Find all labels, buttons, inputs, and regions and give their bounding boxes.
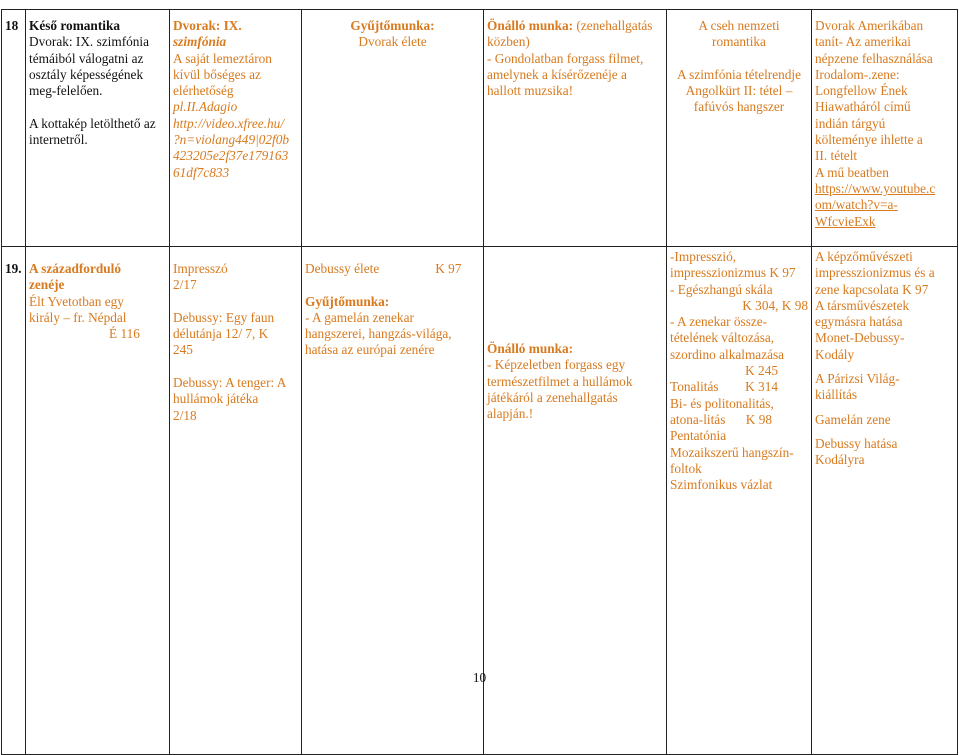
youtube-link[interactable]: om/watch?v=a- [815, 197, 898, 213]
listening-link[interactable]: http://video.xfree.hu/ [173, 115, 285, 131]
listening-link[interactable]: pl.II.Adagio [173, 99, 238, 115]
youtube-link[interactable]: https://www.youtube.c [815, 180, 936, 196]
page-number: 10 [472, 670, 487, 685]
cell-connections: Dvorak Amerikában tanít- Az amerikai népzene felhasználása Irodalom-.zene: Longfellow Ének Hiawatháról című indián tárgyú költeménye ihlette a II. tételt A mű beatben https://www.youtube.c om/watch?v=a- WfcvieExk [812, 10, 958, 247]
cell-theory: -Impresszió, impresszionizmus K 97 - Egészhangú skála K 304, K 98 - A zenekar össze- tételének változása, szordino alkalmazása K 245 Tonalitás K 314 Bi- és politonalitás, atona-litás K 98 Pentatónia Mozaikszerű hangszín- foltok Szimfonikus vázlat [667, 247, 812, 755]
row-number: 19. [2, 247, 26, 755]
topic-title: Késő romantika [29, 18, 120, 33]
cell-collection: Debussy élete K 97 Gyűjtőmunka: - A gamelán zenekar hangszerei, hangzás-világa, hatása az európai zenére [302, 247, 484, 755]
cell-collection: Gyűjtőmunka: Dvorak élete [302, 10, 484, 247]
cell-listening: Dvorak: IX. szimfónia A saját lemeztáron kívül bőséges az elérhetőség pl.II.Adagio http://video.xfree.hu/ ?n=violang449|02f0b 423205e2f37e179163 61df7c833 [170, 10, 302, 247]
cell-task: Önálló munka: (zenehallgatás közben) - Gondolatban forgass filmet, amelynek a kísérőzenéje a hallott muzsika! [484, 10, 667, 247]
table-row [2, 10, 958, 247]
youtube-link[interactable]: WfcvieExk [815, 213, 876, 229]
cell-topic: A századforduló zenéje Élt Yvetotban egy király – fr. Népdal É 116 [26, 247, 170, 755]
cell-theory: A cseh nemzeti romantika A szimfónia tételrendje Angolkürt II: tétel – fafúvós hangszer [667, 10, 812, 247]
curriculum-table [1, 9, 958, 755]
row-number: 18 [2, 10, 26, 247]
cell-listening: Impresszó 2/17 Debussy: Egy faun délutánja 12/ 7, K 245 Debussy: A tenger: A hullámok játéka 2/18 [170, 247, 302, 755]
cell-topic: Késő romantika Dvorak: IX. szimfónia témáiból válogatni az osztály képességének meg-felelően. A kottakép letölthető az internetről. [26, 10, 170, 247]
cell-connections: A képzőművészeti impresszionizmus és a zene kapcsolata K 97 A társművészetek egymásra hatása Monet-Debussy- Kodály A Párizsi Világ- kiállítás Gamelán zene Debussy hatása Kodályra [812, 247, 958, 755]
cell-task: Önálló munka: - Képzeletben forgass egy természetfilmet a hullámok játékáról a zenehallgatás alapján.! [484, 247, 667, 755]
